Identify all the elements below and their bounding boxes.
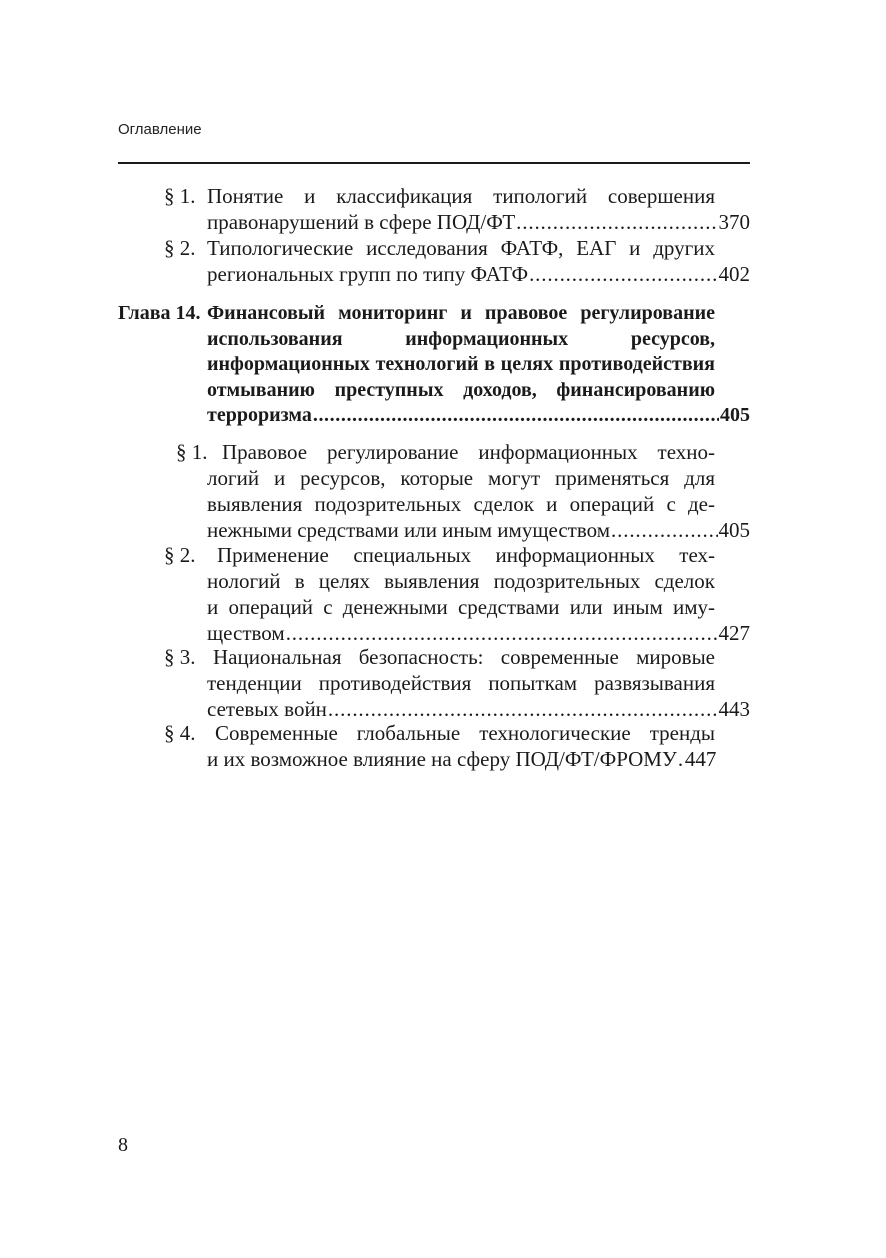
toc-entry-title-line: Понятие и классификация типологий совершения	[207, 184, 715, 208]
toc-entry-title-line: выявления подозрительных сделок и операций с де-	[207, 492, 715, 516]
toc-page-number: 447	[684, 747, 717, 771]
header-rule	[118, 162, 750, 164]
toc-entry-title-line: и их возможное влияние на сферу ПОД/ФТ/ФРОМУ	[207, 747, 677, 771]
running-header: Оглавление	[118, 121, 202, 138]
leader-dots	[286, 620, 718, 646]
leader-dots	[328, 696, 718, 722]
leader-dots	[678, 746, 684, 772]
toc-chapter-marker: Глава 14.	[118, 302, 201, 324]
toc-page-number: 370	[718, 210, 750, 234]
leader-dots	[611, 517, 717, 543]
toc-chapter-title-line: отмыванию преступных доходов, финансированию	[207, 378, 715, 401]
leader-dots	[516, 209, 717, 235]
toc-entry-title-line: Типологические исследования ФАТФ, ЕАГ и других	[207, 236, 715, 260]
toc-entry-title-line: Правовое регулирование информационных техно-	[222, 440, 715, 464]
toc-entry-title-line: Применение специальных информационных тех-	[217, 543, 715, 567]
toc-entry-marker: § 1.	[164, 184, 196, 208]
toc-chapter-title-line: использования информационных ресурсов,	[207, 327, 715, 350]
toc-page-number: 405	[720, 404, 750, 426]
toc-chapter-title-line: терроризма	[207, 404, 312, 426]
toc-page-number: 427	[718, 621, 750, 645]
toc-chapter-title-line: информационных технологий в целях противодействия	[207, 353, 715, 375]
toc-page-number: 402	[718, 262, 750, 286]
toc-entry-title-line: правонарушений в сфере ПОД/ФТ	[207, 210, 516, 234]
toc-entry-title-line: Национальная безопасность: современные мировые	[213, 645, 715, 669]
toc-entry-title-line: Современные глобальные технологические тренды	[215, 721, 715, 745]
toc-entry-title-line: логий и ресурсов, которые могут применяться для	[207, 466, 715, 490]
toc-entry-title-line: региональных групп по типу ФАТФ	[207, 262, 529, 286]
toc-entry-marker: § 3.	[164, 645, 196, 669]
toc-entry-marker: § 2.	[164, 543, 196, 567]
toc-entry-title-line: нологий в целях выявления подозрительных сделок	[207, 569, 715, 593]
toc-entry-marker: § 2.	[164, 236, 196, 260]
toc-page-number: 443	[718, 697, 750, 721]
toc-entry-title-line: и операций с денежными средствами или иным иму-	[207, 595, 715, 619]
toc-entry-marker: § 4.	[164, 721, 196, 745]
toc-entry-title-line: сетевых войн	[207, 697, 327, 721]
toc-entry-marker: § 1.	[176, 440, 208, 464]
toc-page-number: 405	[718, 518, 750, 542]
toc-entry-title-line: тенденции противодействия попыткам развязывания	[207, 671, 715, 695]
toc-entry-title-line: нежными средствами или иным имуществом	[207, 518, 611, 542]
leader-dots	[529, 261, 717, 287]
folio-page-number: 8	[118, 1134, 128, 1156]
toc-chapter-title-line: Финансовый мониторинг и правовое регулирование	[207, 302, 715, 324]
toc-entry-title-line: ществом	[207, 621, 285, 645]
leader-dots	[313, 403, 719, 429]
